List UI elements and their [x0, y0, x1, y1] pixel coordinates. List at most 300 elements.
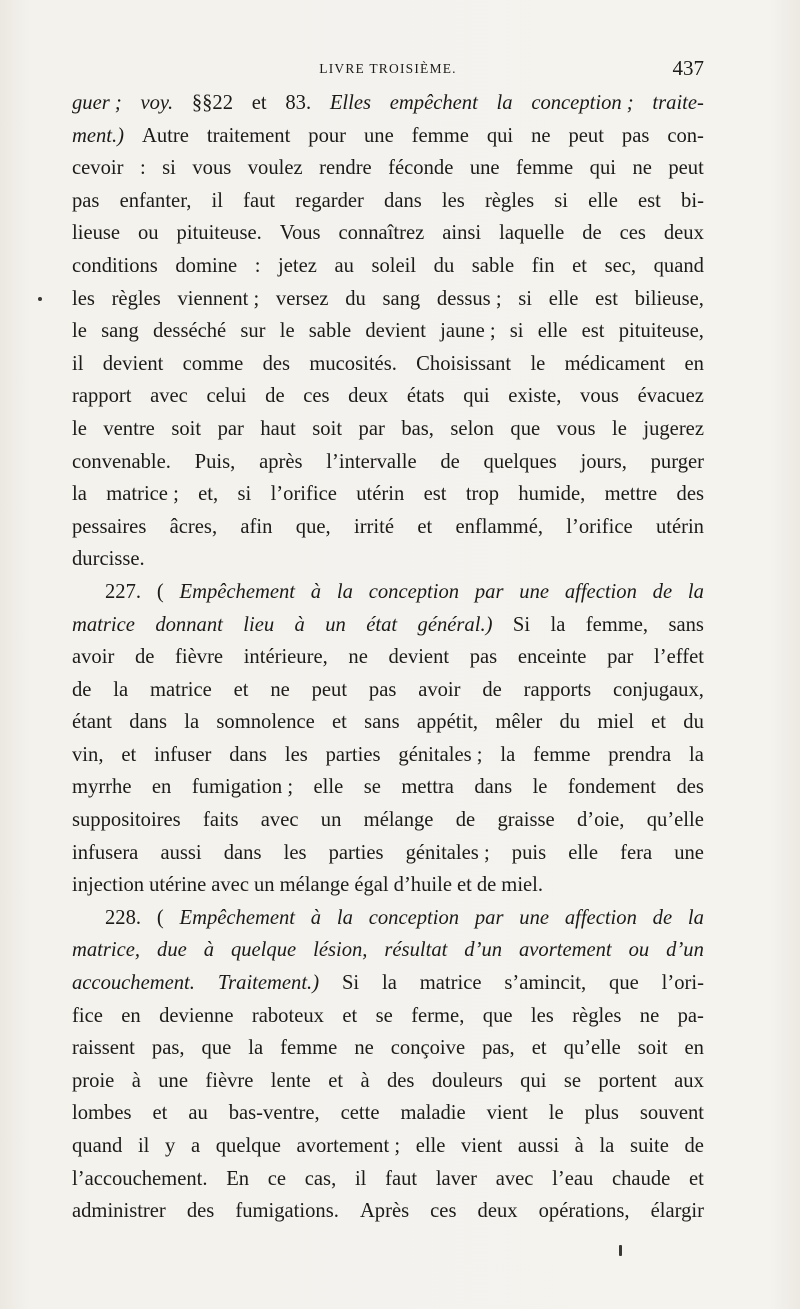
text-line [72, 1032, 704, 1065]
word: de [455, 809, 476, 832]
word: s’amincit, [504, 972, 587, 995]
word: évacuez [637, 385, 704, 408]
word: si [509, 320, 524, 343]
text-line [72, 1065, 704, 1098]
word: la [599, 1135, 615, 1157]
word: affection [564, 906, 637, 929]
word: une [674, 841, 704, 864]
word: 228. [105, 906, 142, 929]
word: d’oie, [576, 809, 625, 832]
word: devient [365, 320, 426, 343]
word: vous [580, 385, 619, 408]
word: et [342, 1004, 358, 1027]
word: ou [138, 222, 159, 245]
word: miel. [501, 874, 544, 897]
word: qui [589, 157, 616, 180]
word: et [332, 711, 347, 734]
text-line [72, 837, 704, 870]
word: : [254, 254, 261, 277]
word: de [652, 906, 673, 929]
word: le [279, 320, 295, 343]
word: du [683, 711, 704, 734]
word: une [158, 1069, 188, 1092]
word: l’eau [552, 1167, 594, 1190]
word: et [328, 1069, 344, 1092]
word: l’ori- [661, 972, 704, 995]
word: sable [308, 320, 352, 343]
word: il [137, 1135, 150, 1157]
word: matrice [419, 972, 482, 995]
word: à [310, 580, 322, 603]
word: due [157, 939, 187, 962]
word: ( [156, 580, 164, 603]
word: existe, [508, 385, 562, 408]
word: la [550, 613, 566, 636]
word: affection [564, 580, 637, 603]
word: ainsi [442, 222, 482, 245]
word: §§22 [191, 92, 234, 114]
text-line [72, 152, 704, 185]
word: voy. [140, 92, 174, 114]
word: des [262, 352, 291, 375]
word: à [574, 1135, 584, 1157]
word: qu’elle [646, 809, 704, 832]
word: et [417, 515, 433, 538]
word: matrice ; [106, 483, 179, 506]
text-line [72, 869, 704, 902]
word: des [676, 776, 704, 799]
word: Empêchement [179, 580, 295, 603]
word: plus [584, 1102, 619, 1125]
word: mélange [363, 809, 434, 832]
word: versez [275, 287, 329, 310]
word: matrice [72, 613, 135, 636]
word: enflammé, [455, 515, 543, 538]
word: que [609, 972, 639, 995]
word: administrer [72, 1200, 166, 1223]
word: raissent [72, 1037, 135, 1060]
word: soit [637, 1037, 668, 1060]
word: féconde [388, 157, 454, 180]
word: puis [511, 841, 547, 864]
margin-dot [38, 297, 42, 301]
word: quelque [230, 939, 297, 962]
text-line [72, 511, 704, 544]
word: à [294, 613, 305, 636]
word: règles [111, 287, 161, 310]
word: 83. [285, 92, 312, 114]
word: un [253, 874, 275, 897]
word: se [563, 1069, 582, 1092]
word: pas [469, 646, 498, 669]
text-line [72, 804, 704, 837]
paragraph [72, 902, 704, 1228]
word: maladie [400, 1102, 466, 1125]
word: à [310, 906, 322, 929]
word: cevoir [72, 157, 124, 180]
text-line [72, 771, 704, 804]
word: ne [270, 678, 290, 701]
word: comme [182, 352, 244, 375]
text-line [72, 283, 704, 316]
word: après [259, 450, 303, 473]
word: une [519, 906, 550, 929]
word: ne [639, 1004, 660, 1027]
word: utérine [149, 874, 207, 897]
word: rapports [523, 678, 592, 701]
paragraph [72, 576, 704, 902]
word: mettra [401, 776, 454, 799]
word: la [72, 483, 87, 506]
word: par [217, 417, 244, 440]
word: de [134, 646, 155, 669]
word: dans [223, 841, 262, 864]
text-line [72, 674, 704, 707]
word: ferme, [411, 1004, 465, 1027]
text-line [72, 543, 704, 576]
word: et [152, 1102, 168, 1125]
word: par [474, 906, 504, 929]
word: irrité [353, 515, 394, 538]
word: ces [619, 222, 646, 245]
word: en [684, 352, 704, 375]
word: matrice [150, 678, 212, 701]
word: conception ; [531, 92, 634, 114]
word: purger [650, 450, 704, 473]
word: y [165, 1135, 176, 1157]
word: avec [260, 809, 299, 832]
word: devient [388, 646, 450, 669]
word: raboteux [251, 1004, 324, 1027]
word: selon [450, 417, 494, 440]
word: dans [229, 743, 267, 766]
word: de [476, 874, 497, 897]
word: est [595, 287, 619, 310]
word: rapport [72, 385, 132, 408]
word: si [554, 189, 568, 212]
running-head: LIVRE TROISIÈME. [319, 61, 457, 76]
word: quand [653, 254, 704, 277]
word: Autre [142, 124, 189, 147]
text-line [72, 1000, 704, 1033]
word: général.) [417, 613, 493, 636]
word: pas [72, 189, 100, 212]
word: d’huile [393, 874, 452, 897]
word: elle [548, 287, 579, 310]
word: et [456, 874, 472, 897]
word: génitales ; [405, 841, 490, 864]
word: pas [621, 124, 650, 147]
word: il [72, 352, 84, 375]
word: d’un [666, 939, 704, 962]
word: regarder [295, 189, 364, 212]
word: con- [667, 124, 704, 147]
word: conjugaux, [612, 678, 704, 701]
word: les [530, 1004, 554, 1027]
word: pour [308, 124, 347, 147]
word: quelques [483, 450, 557, 473]
word: traite- [652, 92, 704, 114]
word: pas [368, 678, 397, 701]
text-line [72, 609, 704, 642]
word: d’un [464, 939, 503, 962]
word: a [190, 1135, 201, 1157]
word: pituiteuse. [176, 222, 262, 245]
word: que, [295, 515, 331, 538]
word: que [201, 1037, 232, 1060]
word: un [325, 613, 346, 636]
word: Après [359, 1200, 410, 1223]
print-speck [619, 1245, 622, 1256]
word: se [363, 776, 381, 799]
word: le [72, 417, 87, 440]
word: empêchent [389, 92, 478, 114]
word: avec [211, 874, 249, 897]
word: résultat [384, 939, 448, 962]
word: femme [280, 1037, 338, 1060]
word: la [336, 906, 353, 929]
word: l’orifice [566, 515, 633, 538]
word: de [72, 678, 92, 701]
word: injection [72, 874, 145, 897]
word: suppositoires [72, 809, 181, 832]
word: de [482, 678, 502, 701]
word: deux [663, 222, 704, 245]
word: médicament [564, 352, 666, 375]
word: elle [568, 841, 598, 864]
word: devienne [159, 1004, 234, 1027]
word: peut [568, 124, 604, 147]
word: la [689, 743, 704, 766]
word: jaune ; [440, 320, 496, 343]
word: ne [354, 1037, 374, 1060]
word: au [334, 254, 354, 277]
word: la [382, 972, 397, 995]
word: à [360, 1069, 370, 1092]
word: si [162, 157, 176, 180]
word: matrice, [72, 939, 141, 962]
word: une [363, 124, 394, 147]
word: guer ; [72, 92, 122, 114]
word: ventre [103, 417, 155, 440]
word: aussi [160, 841, 202, 864]
word: élargir [650, 1200, 704, 1223]
word: et [233, 678, 249, 701]
word: femme [516, 157, 574, 180]
text-line [72, 902, 704, 935]
word: fièvre [205, 1069, 254, 1092]
word: états [406, 385, 445, 408]
text-line [72, 315, 704, 348]
text-line [72, 739, 704, 772]
word: sable [471, 254, 515, 277]
word: l’orifice [270, 483, 337, 506]
word: proie [72, 1069, 115, 1092]
text-line [72, 1130, 704, 1163]
text-line [72, 576, 704, 609]
word: en [121, 1004, 141, 1027]
word: la [336, 580, 353, 603]
word: mélange [279, 874, 350, 897]
text-line [72, 641, 704, 674]
word: et, [198, 483, 219, 506]
word: lieuse [72, 222, 121, 245]
word: lombes [72, 1102, 132, 1125]
word: le [72, 320, 87, 343]
word: il [211, 189, 223, 212]
word: convenable. [72, 450, 171, 473]
word: avortement ; [296, 1135, 401, 1157]
word: fice [72, 1004, 103, 1027]
word: graisse [497, 809, 555, 832]
word: Si [512, 613, 531, 636]
word: utérin [356, 483, 405, 506]
word: de [652, 580, 673, 603]
word: suite [629, 1135, 669, 1157]
word: Empêchement [179, 906, 295, 929]
word: est [638, 189, 661, 212]
word: qui [486, 124, 514, 147]
text-line [72, 250, 704, 283]
word: état [366, 613, 398, 636]
word: 227. [105, 580, 142, 603]
word: en [151, 776, 172, 799]
word: connaîtrez [338, 222, 425, 245]
word: infusera [72, 841, 139, 864]
word: qui [463, 385, 490, 408]
word: vient [486, 1102, 528, 1125]
word: opérations, [538, 1200, 630, 1223]
word: faut [243, 189, 276, 212]
word: souvent [639, 1102, 704, 1125]
word: des [676, 483, 704, 506]
text-line [72, 185, 704, 218]
word: à [131, 1069, 141, 1092]
word: portent [598, 1069, 657, 1092]
word: par [474, 580, 504, 603]
word: étant [72, 711, 113, 734]
word: vin, [72, 743, 104, 766]
word: que [510, 417, 541, 440]
word: du [559, 711, 581, 734]
word: elle [537, 320, 568, 343]
word: elle [588, 189, 618, 212]
word: fumigation ; [191, 776, 294, 799]
word: si [237, 483, 252, 506]
word: la [687, 906, 704, 929]
word: myrrhe [72, 776, 132, 799]
word: le [548, 1102, 564, 1125]
word: En [226, 1167, 250, 1190]
word: la [496, 92, 513, 114]
word: intérieure, [243, 646, 328, 669]
word: la [500, 743, 516, 766]
word: bas, [401, 417, 434, 440]
word: vous [556, 417, 596, 440]
word: pessaires [72, 515, 147, 538]
word: chaude [612, 1167, 671, 1190]
word: et [651, 711, 667, 734]
word: aussi [517, 1135, 560, 1157]
word: règles [484, 189, 535, 212]
word: une [469, 157, 500, 180]
text-line [72, 1163, 704, 1196]
word: Si [341, 972, 360, 995]
word: au [188, 1102, 208, 1125]
text-line [72, 446, 704, 479]
word: haut [260, 417, 296, 440]
word: une [519, 580, 550, 603]
word: faits [203, 809, 239, 832]
word: peut [668, 157, 704, 180]
word: est [423, 483, 447, 506]
word: l’intervalle [326, 450, 417, 473]
word: fin [531, 254, 555, 277]
word: la [687, 580, 704, 603]
word: enfanter, [119, 189, 192, 212]
word: laquelle [499, 222, 565, 245]
word: qui [520, 1069, 547, 1092]
word: laver [435, 1167, 477, 1190]
word: ce [267, 1167, 287, 1190]
text-line [72, 348, 704, 381]
word: conçoive [390, 1037, 466, 1060]
word: jetez [278, 254, 317, 277]
word: Puis, [194, 450, 236, 473]
text-line [72, 413, 704, 446]
word: dans [129, 711, 168, 734]
word: faut [385, 1167, 418, 1190]
word: de [440, 450, 460, 473]
word: l’accouchement. [72, 1167, 208, 1190]
word: Traitement.) [217, 972, 320, 995]
word: humide, [518, 483, 586, 506]
word: quand [72, 1135, 123, 1157]
word: le [532, 776, 548, 799]
word: fumigations. [235, 1200, 339, 1223]
word: deux [348, 385, 389, 408]
word: si [518, 287, 533, 310]
word: quelque [215, 1135, 281, 1157]
word: pituiteuse, [618, 320, 704, 343]
word: la [184, 711, 200, 734]
word: miel [597, 711, 634, 734]
word: soleil [371, 254, 417, 277]
word: et [531, 1037, 547, 1060]
word: lésion, [313, 939, 368, 962]
text-body [72, 87, 704, 1228]
word: il [354, 1167, 367, 1190]
word: conception [368, 906, 460, 929]
text-line [72, 217, 704, 250]
word: appétit, [416, 711, 479, 734]
word: rendre [319, 157, 372, 180]
word: bas-ventre, [228, 1102, 320, 1125]
word: pas, [482, 1037, 515, 1060]
word: ou [628, 939, 650, 962]
word: sang [101, 320, 139, 343]
word: afin [240, 515, 273, 538]
word: deux [477, 1200, 518, 1223]
word: ment.) [72, 124, 125, 147]
text-line [72, 478, 704, 511]
word: utérin [655, 515, 704, 538]
word: donnant [155, 613, 223, 636]
word: un [320, 809, 342, 832]
word: infuser [154, 743, 212, 766]
word: ces [303, 385, 330, 408]
word: somnolence [216, 711, 315, 734]
